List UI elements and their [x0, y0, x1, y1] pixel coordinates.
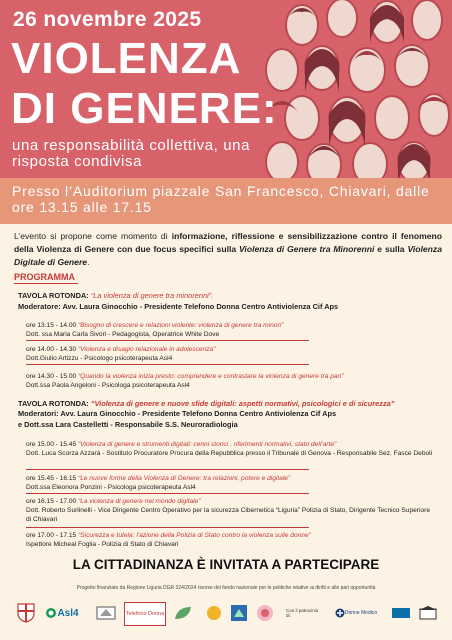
- item-talk: “Quando la violenza inizia presto: comprendere e contrastare la violenza di genere tra pari”: [78, 373, 344, 380]
- item-talk: “Sicurezza e tutela: l’azione della Polizia di Stato contro la violenza sulle donne”: [78, 532, 311, 539]
- item-time: ore 15.45 - 16.15: [26, 475, 79, 482]
- sponsor-logo-f: [416, 602, 440, 624]
- sponsor-logo-b: [202, 602, 226, 624]
- sponsor-logo-c: [228, 602, 250, 624]
- event-date: 26 novembre 2025: [13, 8, 202, 31]
- sponsor-logo-a: [170, 602, 196, 624]
- program-item: [26, 321, 436, 339]
- program-item: [26, 440, 436, 458]
- item-speaker: Dott.ssa Eleonora Ponzini - Psicologa psicoterapeuta Asl4: [26, 484, 196, 491]
- intro-focus-2: Violenza Digitale di Genere: [14, 244, 443, 267]
- intro-end: .: [87, 257, 90, 267]
- square-logo-icon: [230, 604, 248, 622]
- circle-logo-icon: [256, 604, 274, 622]
- item-time: ore 14.30 - 15.00: [26, 373, 79, 380]
- program-heading-underline: [14, 283, 78, 284]
- item-divider: [26, 340, 309, 341]
- item-speaker: Ispettore Micheal Foglia - Polizia di Stato di Chiavari: [26, 541, 179, 548]
- telefono-donna-text: Telefono Donna: [125, 611, 165, 617]
- intro-text: L’evento si propone come momento di: [14, 231, 172, 241]
- item-speaker: Dott. Roberto Surlinelli - Vice Dirigente Centro Operativo per la sicurezza Cibernetica “Liguria” Polizia di Stato, Dirigente Tecnico Superiore di Chiavari: [26, 507, 430, 523]
- municipality-logo: [92, 602, 120, 624]
- item-divider: [26, 364, 309, 365]
- intro-bold-1: informazione, riflessione e sensibilizzazione contro il fenomeno della Violenza di Genere con due focus specifici sulla: [14, 231, 442, 254]
- main-title-line1: VIOLENZA: [11, 34, 242, 83]
- asl4-logo: [42, 602, 82, 624]
- header-banner: [0, 0, 452, 178]
- main-title-line2: DI GENERE:: [11, 84, 278, 133]
- asl4-logo-text: Asl4: [57, 607, 79, 619]
- item-speaker: Dott. Luca Scorza Azzarà - Sostituto Procuratore Procura della Repubblica presso il Tribunale di Genova - Responsabile Sez. Fasce Deboli: [26, 450, 433, 457]
- roundtable-1-heading: [18, 291, 213, 301]
- roundtable-2-comoderator: e Dott.ssa Lara Castelletti - Responsabile S.S. Neuroradiologia: [18, 420, 238, 429]
- roundtable-2-title: “Violenza di genere e nuove sfide digitali: aspetti normativi, psicologici e di sicurezza”: [90, 399, 395, 408]
- program-heading: PROGRAMMA: [14, 272, 75, 282]
- patronage-label: Con il patrocinio di:: [286, 608, 319, 618]
- item-speaker: Dott.Giulio Artizzu - Psicologo psicoterapeuta Asl4: [26, 355, 173, 362]
- location-text: Presso l’Auditorium piazzale San Francesco, Chiavari, dalle ore 13.15 alle 17.15: [12, 183, 430, 215]
- subtitle: una responsabilità collettiva, una risposta condivisa: [12, 137, 251, 170]
- roundtable-1-label: TAVOLA ROTONDA:: [18, 291, 91, 300]
- roundtable-1-title: “La violenza di genere tra minorenni”.: [90, 291, 214, 300]
- sponsor-logo-d: [254, 602, 276, 624]
- call-to-action: LA CITTADINANZA È INVITATA A PARTECIPARE: [72, 557, 380, 572]
- item-time: ore 14.00 - 14.30: [26, 346, 79, 353]
- leaf-icon: [173, 605, 193, 621]
- program-item: [26, 345, 436, 363]
- item-divider: [26, 469, 309, 470]
- item-time: ore 13.15 - 14.00: [26, 322, 79, 329]
- roundtable-2-label: TAVOLA ROTONDA:: [18, 399, 91, 408]
- item-divider: [26, 493, 309, 494]
- building-icon: [418, 605, 438, 621]
- location-band: [0, 178, 452, 224]
- rect-logo-icon: [391, 607, 411, 619]
- program-item: [26, 474, 436, 492]
- item-talk: “Le nuove forme della Violenza di Genere: tra relazioni, potere e digitale”: [78, 475, 291, 482]
- crest-icon: [95, 604, 117, 622]
- medical-icon: [335, 608, 345, 618]
- program-item: [26, 372, 436, 390]
- intro-bold-2: e sulla: [374, 244, 408, 254]
- program-item: [26, 497, 436, 524]
- roundtable-1-moderator: Moderatore: Avv. Laura Ginocchio - Presidente Telefono Donna Centro Antiviolenza Cif Aps: [18, 302, 339, 311]
- asl-mark-icon: [45, 607, 57, 619]
- intro-paragraph: [14, 230, 442, 269]
- item-speaker: Dott. ssa Maria Carla Sivori - Pedagogista, Operatrice White Dove: [26, 331, 220, 338]
- item-talk: “La violenza di genere nel mondo digitale”: [78, 498, 201, 505]
- logo-strip: [10, 598, 442, 632]
- liguria-region-logo: [16, 602, 36, 624]
- roundtable-2-heading: [18, 399, 394, 409]
- item-talk: “Violenza e disagio relazionale in adolescenza”: [78, 346, 216, 353]
- item-talk: “Bisogno di crescere e relazioni violente: violenza di genere tra minori”: [78, 322, 284, 329]
- intro-focus-1: Violenza di Genere tra Minorenni: [239, 244, 375, 254]
- roundtable-2-moderators: Moderatori: Avv. Laura Ginocchio - Presidente Telefono Donna Centro Antiviolenza Cif Aps: [18, 409, 337, 418]
- item-time: ore 16.15 - 17.00: [26, 498, 79, 505]
- sun-icon: [204, 603, 224, 623]
- item-speaker: Dott.ssa Paola Angeloni - Psicologa psicoterapeuta Asl4: [26, 382, 190, 389]
- telefono-donna-logo: [124, 602, 166, 626]
- funding-note: Progetto finanziato da Regione Liguria DGR 324/2024 risorse del fondo nazionale per le politiche relative ai diritti e alle pari opportunità: [76, 585, 376, 591]
- item-time: ore 15.00 - 15.45: [26, 441, 79, 448]
- item-talk: “Violenza di genere e strumenti digitali: cenni storici , riferimenti normativi, stato dell’arte”: [78, 441, 337, 448]
- donne-medico-text: Donne Medico: [344, 610, 378, 616]
- donne-medico-logo: [326, 602, 386, 624]
- item-time: ore 17.00 - 17.15: [26, 532, 79, 539]
- shield-icon: [17, 603, 35, 623]
- program-item: [26, 531, 436, 549]
- sponsor-logo-e: [390, 602, 412, 624]
- item-divider: [26, 527, 309, 528]
